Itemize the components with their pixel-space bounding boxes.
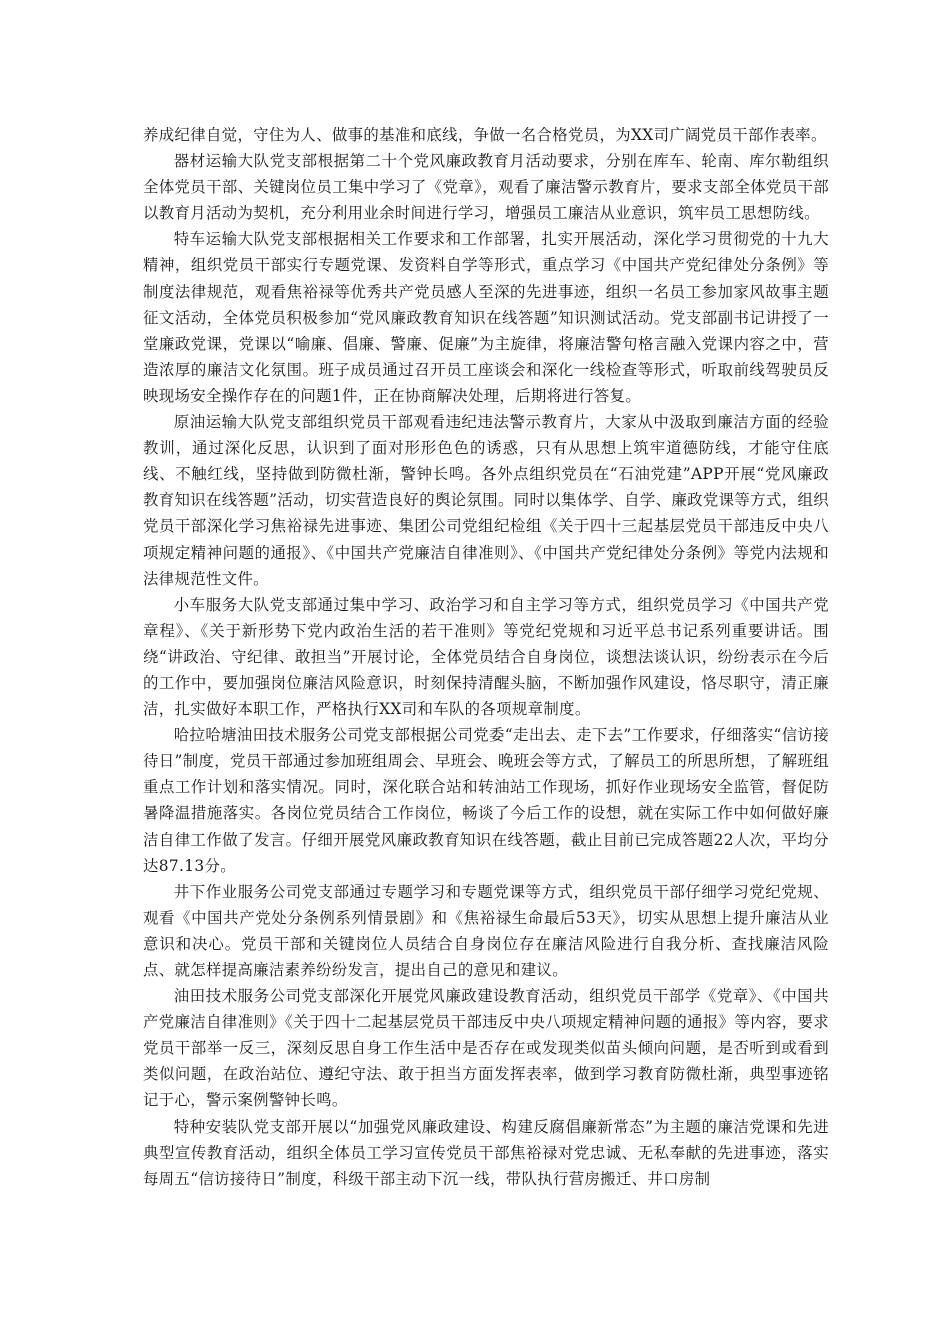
paragraph-oilfield-tech-service-company: 油田技术服务公司党支部深化开展党风廉政建设教育活动，组织党员干部学《党章》、《中国共产党廉洁自律准则》《关于四十二起基层党员干部违反中央八项规定精神问题的通报》等内容，要求党员干部举一反三，深刻反思自身工作生活中是否存在或发现类似苗头倾向问题，是否听到或看到类似问题，在政治站位、遵纪守法、敢于担当方面发挥表率，做到学习教育防微杜渐，典型事迹铭记于心，警示案例警钟长鸣。 [143, 987, 829, 1110]
paragraph-equipment-transport-brigade: 器材运输大队党支部根据第二十个党风廉政教育月活动要求，分别在库车、轮南、库尔勒组织全体党员干部、关键岗位员工集中学习了《党章》，观看了廉洁警示教育片，要求支部全体党员干部以教育月活动为契机，充分利用业余时间进行学习，增强员工廉洁从业意识，筑牢员工思想防线。 [143, 152, 829, 223]
paragraph-special-vehicle-brigade: 特车运输大队党支部根据相关工作要求和工作部署，扎实开展活动，深化学习贯彻党的十九大精神，组织党员干部实行专题党课、发资料自学等形式，重点学习《中国共产党纪律处分条例》等制度法律规范，观看焦裕禄等优秀共产党员感人至深的先进事迹，组织一名员工参加家风故事主题征文活动，全体党员积极参加“党风廉政教育知识在线答题”知识测试活动。党支部副书记讲授了一堂廉政党课，党课以“喻廉、倡廉、警廉、促廉”为主旋律，将廉洁警句格言融入党课内容之中，营造浓厚的廉洁文化氛围。班子成员通过召开员工座谈会和深化一线检查等形式，听取前线驾驶员反映现场安全操作存在的问题1件，正在协商解决处理，后期将进行答复。 [143, 230, 829, 405]
paragraph-downhole-service-company: 井下作业服务公司党支部通过专题学习和专题党课等方式，组织党员干部仔细学习党纪党规、观看《中国共产党处分条例系列情景剧》和《焦裕禄生命最后53天》，切实从思想上提升廉洁从业意识和决心。党员干部和关键岗位人员结合自身岗位存在廉洁风险进行自我分析、查找廉洁风险点、就怎样提高廉洁素养纷纷发言，提出自己的意见和建议。 [143, 882, 829, 979]
paragraph-continuation: 养成纪律自觉，守住为人、做事的基准和底线，争做一名合格党员，为XX司广阔党员干部作表率。 [143, 126, 827, 144]
document-body [143, 122, 829, 1192]
paragraph-crude-oil-brigade: 原油运输大队党支部组织党员干部观看违纪违法警示教育片，大家从中汲取到廉洁方面的经验教训，通过深化反思，认识到了面对形形色色的诱惑，只有从思想上筑牢道德防线，才能守住底线、不触红线，坚持做到防微杜渐，警钟长鸣。各外点组织党员在“石油党建”APP开展“党风廉政教育知识在线答题”活动，切实营造良好的舆论氛围。同时以集体学、自学、廉政党课等方式，组织党员干部深化学习焦裕禄先进事迹、集团公司党组纪检组《关于四十三起基层党员干部违反中央八项规定精神问题的通报》、《中国共产党廉洁自律准则》、《中国共产党纪律处分条例》等党内法规和法律规范性文件。 [143, 413, 829, 588]
paragraph-special-installation-team: 特种安装队党支部开展以“加强党风廉政建设、构建反腐倡廉新常态”为主题的廉洁党课和先进典型宣传教育活动，组织全体员工学习宣传党员干部焦裕禄对党忠诚、无私奉献的先进事迹，落实每周五“信访接待日”制度，科级干部主动下沉一线，带队执行营房搬迁、井口房制 [143, 1117, 829, 1188]
paragraph-small-car-brigade: 小车服务大队党支部通过集中学习、政治学习和自主学习等方式，组织党员学习《中国共产党章程》、《关于新形势下党内政治生活的若干准则》等党纪党规和习近平总书记系列重要讲话。围绕“讲政治、守纪律、敢担当”开展讨论，全体党员结合自身岗位，谈想法谈认识，纷纷表示在今后的工作中，要加强岗位廉洁风险意识，时刻保持清醒头脑，不断加强作风建设，恪尽职守，清正廉洁，扎实做好本职工作，严格执行XX司和车队的各项规章制度。 [143, 595, 829, 719]
paragraph-halahatang-service-company: 哈拉哈塘油田技术服务公司党支部根据公司党委“走出去、走下去”工作要求，仔细落实“信访接待日”制度，党员干部通过参加班组周会、早班会、晚班会等方式，了解员工的所思所想，了解班组重点工作计划和落实情况。同时，深化联合站和转油站工作现场，抓好作业现场安全监管，督促防暑降温措施落实。各岗位党员结合工作岗位，畅谈了今后工作的设想，就在实际工作中如何做好廉洁自律工作做了发言。仔细开展党风廉政教育知识在线答题，截止目前已完成答题22人次，平均分达87.13分。 [143, 726, 829, 875]
